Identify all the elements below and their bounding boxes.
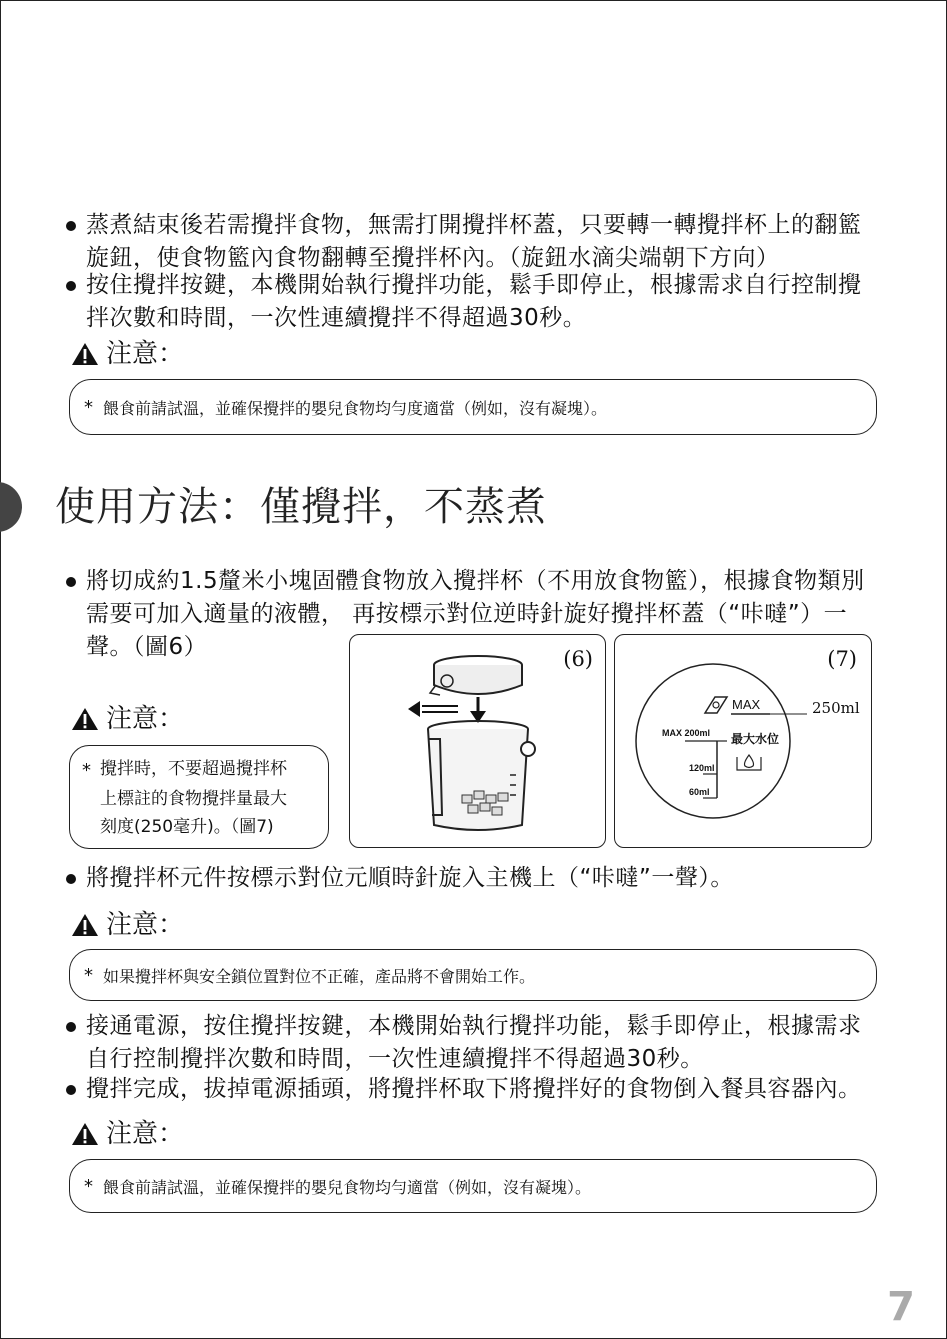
- warning-icon: [70, 341, 100, 367]
- bullet-dot: [66, 221, 76, 231]
- bullet-dot: [66, 281, 76, 291]
- warning-icon: [70, 1121, 100, 1147]
- note-line: 上標註的食物攪拌量最大: [100, 789, 287, 809]
- max-mark-text: MAX: [732, 697, 761, 712]
- bullet-dot: [66, 577, 76, 587]
- figure-7-max-level: [614, 634, 872, 848]
- volume-250-label: 250ml: [812, 699, 860, 717]
- warning-icon: [70, 912, 100, 938]
- max-water-label: 最大水位: [731, 732, 780, 746]
- note-line: 刻度(250毫升)。（圖7): [100, 817, 274, 837]
- ml-60-label: 60ml: [689, 787, 710, 797]
- caution-label: 注意：: [106, 339, 185, 369]
- note-star: *: [84, 1175, 93, 1197]
- bullet-dot: [66, 1022, 76, 1032]
- note-box-test-temp: [69, 379, 877, 435]
- warning-icon: [70, 706, 100, 732]
- max-200-label: MAX 200ml: [662, 728, 711, 738]
- note-box-safety-lock: [69, 949, 877, 1001]
- caution-heading: [70, 908, 184, 942]
- figure-label: (6): [563, 647, 593, 671]
- bullet-text: 蒸煮結束後若需攪拌食物，無需打開攪拌杯蓋，只要轉一轉攪拌杯上的翻籃旋鈕，使食物籃內食物翻轉至攪拌杯內。（旋鈕水滴尖端朝下方向）: [86, 212, 862, 271]
- bullet-attach-cup: [66, 862, 881, 895]
- note-box-max-volume: [69, 745, 329, 849]
- note-star: *: [84, 396, 93, 418]
- note-text: 餵食前請試溫，並確保攪拌的嬰兒食物均勻適當（例如，沒有凝塊）。: [103, 1177, 592, 1197]
- bullet-power-on: [66, 1010, 881, 1076]
- bullet-text: 將攪拌杯元件按標示對位元順時針旋入主機上（“咔噠”一聲）。: [86, 865, 734, 891]
- blender-illustration: [350, 635, 607, 849]
- bullet-finish: [66, 1073, 881, 1106]
- caution-heading: [70, 337, 184, 371]
- note-star: *: [82, 760, 91, 781]
- section-title: 使用方法：僅攪拌，不蒸煮: [55, 484, 547, 530]
- note-star: *: [84, 964, 93, 986]
- note-box-test-temp-2: [69, 1159, 877, 1213]
- caution-heading: [70, 702, 184, 736]
- bullet-text: 接通電源，按住攪拌按鍵，本機開始執行攪拌功能，鬆手即停止，根據需求自行控制攪拌次數和時間，一次性連續攪拌不得超過30秒。: [86, 1013, 862, 1072]
- ml-120-label: 120ml: [689, 763, 715, 773]
- bullet-text: 攪拌完成，拔掉電源插頭，將攪拌杯取下將攪拌好的食物倒入餐具容器內。: [86, 1076, 862, 1102]
- caution-heading: [70, 1117, 184, 1151]
- bullet-press-stir: [66, 269, 881, 335]
- figure-label: (7): [827, 647, 857, 671]
- bullet-text: 按住攪拌按鍵，本機開始執行攪拌功能，鬆手即停止，根據需求自行控制攪拌次數和時間，一次性連續攪拌不得超過30秒。: [86, 272, 862, 331]
- caution-label: 注意：: [106, 704, 185, 734]
- bullet-text: 將切成約1.5釐米小塊固體食物放入攪拌杯（不用放食物籃），根據食物類別需要可加入適量的液體， 再按標示對位逆時針旋好攪拌杯蓋（“咔噠”）一聲。（圖6）: [86, 568, 865, 660]
- note-line: 攪拌時，不要超過攪拌杯: [100, 759, 287, 779]
- bullet-stir-after-steam: [66, 209, 881, 275]
- caution-label: 注意：: [106, 910, 185, 940]
- page-number: 7: [887, 1284, 915, 1330]
- bullet-dot: [66, 1085, 76, 1095]
- note-text: 餵食前請試溫，並確保攪拌的嬰兒食物均勻度適當（例如，沒有凝塊）。: [103, 398, 608, 418]
- bullet-dot: [66, 874, 76, 884]
- figure-6-blender-lid: [349, 634, 606, 848]
- caution-label: 注意：: [106, 1119, 185, 1149]
- note-text: 如果攪拌杯與安全鎖位置對位不正確，產品將不會開始工作。: [103, 966, 536, 986]
